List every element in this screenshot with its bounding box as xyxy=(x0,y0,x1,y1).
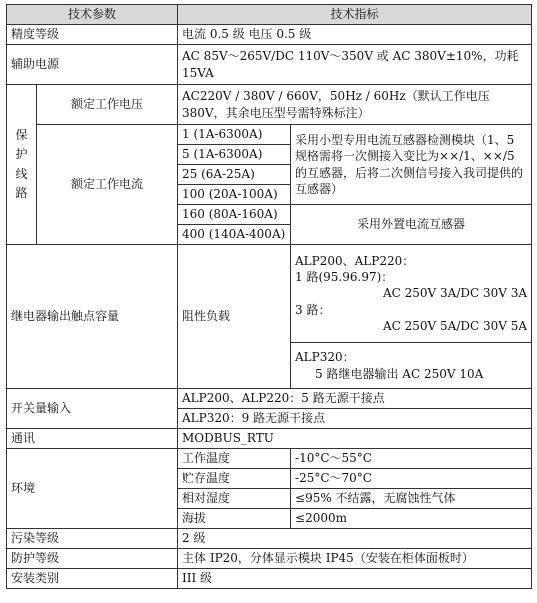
protection-grade-label: 防护等级 xyxy=(7,549,178,569)
env-key-1: 工作温度 xyxy=(178,449,291,469)
pollution-label: 污染等级 xyxy=(7,529,178,549)
env-label: 环境 xyxy=(7,449,178,529)
switch-input-label: 开关量输入 xyxy=(7,389,178,429)
comm-label: 通讯 xyxy=(7,429,178,449)
precision-value: 电流 0.5 级 电压 0.5 级 xyxy=(178,25,532,45)
header-spec: 技术指标 xyxy=(178,5,532,25)
current-note-external: 采用外置电流互感器 xyxy=(291,205,532,245)
rated-voltage-value: AC220V / 380V / 660V，50Hz / 60Hz（默认工作电压 380V，其余电压型号需特殊标注） xyxy=(178,85,532,125)
row-pollution xyxy=(7,529,532,549)
aux-power-value: AC 85V～265V/DC 110V～350V 或 AC 380V±10%，功耗 15VA xyxy=(178,45,532,85)
install-label: 安装类别 xyxy=(7,569,178,589)
spec-table xyxy=(6,4,532,589)
install-value: III 级 xyxy=(178,569,532,589)
header-param: 技术参数 xyxy=(7,5,178,25)
precision-label: 精度等级 xyxy=(7,25,178,45)
row-aux-power xyxy=(7,45,532,85)
rated-voltage-label: 额定工作电压 xyxy=(37,85,178,125)
row-protection-grade xyxy=(7,549,532,569)
row-install xyxy=(7,569,532,589)
row-env-1 xyxy=(7,449,532,469)
relay-label: 继电器输出触点容量 xyxy=(7,245,178,389)
env-val-3: ≤95% 不结露，无腐蚀性气体 xyxy=(291,489,532,509)
env-val-1: -10°C～55°C xyxy=(291,449,532,469)
row-rated-voltage xyxy=(7,85,532,125)
env-key-2: 贮存温度 xyxy=(178,469,291,489)
protection-grade-value: 主体 IP20，分体显示模块 IP45（安装在柜体面板时） xyxy=(178,549,532,569)
row-precision xyxy=(7,25,532,45)
protection-label: 保 护 线 路 xyxy=(7,85,37,245)
relay-block-1: ALP200、ALP220： 1 路(95.96.97)： AC 250V 3A/DC 30V 3A 3 路： AC 250V 5A/DC 30V 5A xyxy=(291,245,532,343)
row-current-1 xyxy=(7,125,532,145)
current-spec-2: 5 (1A-6300A) xyxy=(178,145,291,165)
switch-input-2: ALP320：9 路无源干接点 xyxy=(178,409,532,429)
current-spec-5: 160 (80A-160A) xyxy=(178,205,291,225)
row-comm xyxy=(7,429,532,449)
current-spec-6: 400 (140A-400A) xyxy=(178,225,291,245)
rated-current-label: 额定工作电流 xyxy=(37,125,178,245)
current-spec-1: 1 (1A-6300A) xyxy=(178,125,291,145)
comm-value: MODBUS_RTU xyxy=(178,429,532,449)
env-key-4: 海拔 xyxy=(178,509,291,529)
pollution-value: 2 级 xyxy=(178,529,532,549)
row-switch-1 xyxy=(7,389,532,409)
switch-input-1: ALP200、ALP220：5 路无源干接点 xyxy=(178,389,532,409)
row-relay-1 xyxy=(7,245,532,343)
current-note-small: 采用小型专用电流互感器检测模块（1、5 规格需将一次侧接入变比为××/1、××/5 的互感器，后将二次侧信号接入我司提供的互感器） xyxy=(291,125,532,205)
env-val-4: ≤2000m xyxy=(291,509,532,529)
env-val-2: -25°C～70°C xyxy=(291,469,532,489)
current-spec-3: 25 (6A-25A) xyxy=(178,165,291,185)
aux-power-label: 辅助电源 xyxy=(7,45,178,85)
env-key-3: 相对湿度 xyxy=(178,489,291,509)
header-row xyxy=(7,5,532,25)
current-spec-4: 100 (20A-100A) xyxy=(178,185,291,205)
relay-load: 阻性负载 xyxy=(178,245,291,389)
relay-block-2: ALP320： 5 路继电器输出 AC 250V 10A xyxy=(291,343,532,389)
